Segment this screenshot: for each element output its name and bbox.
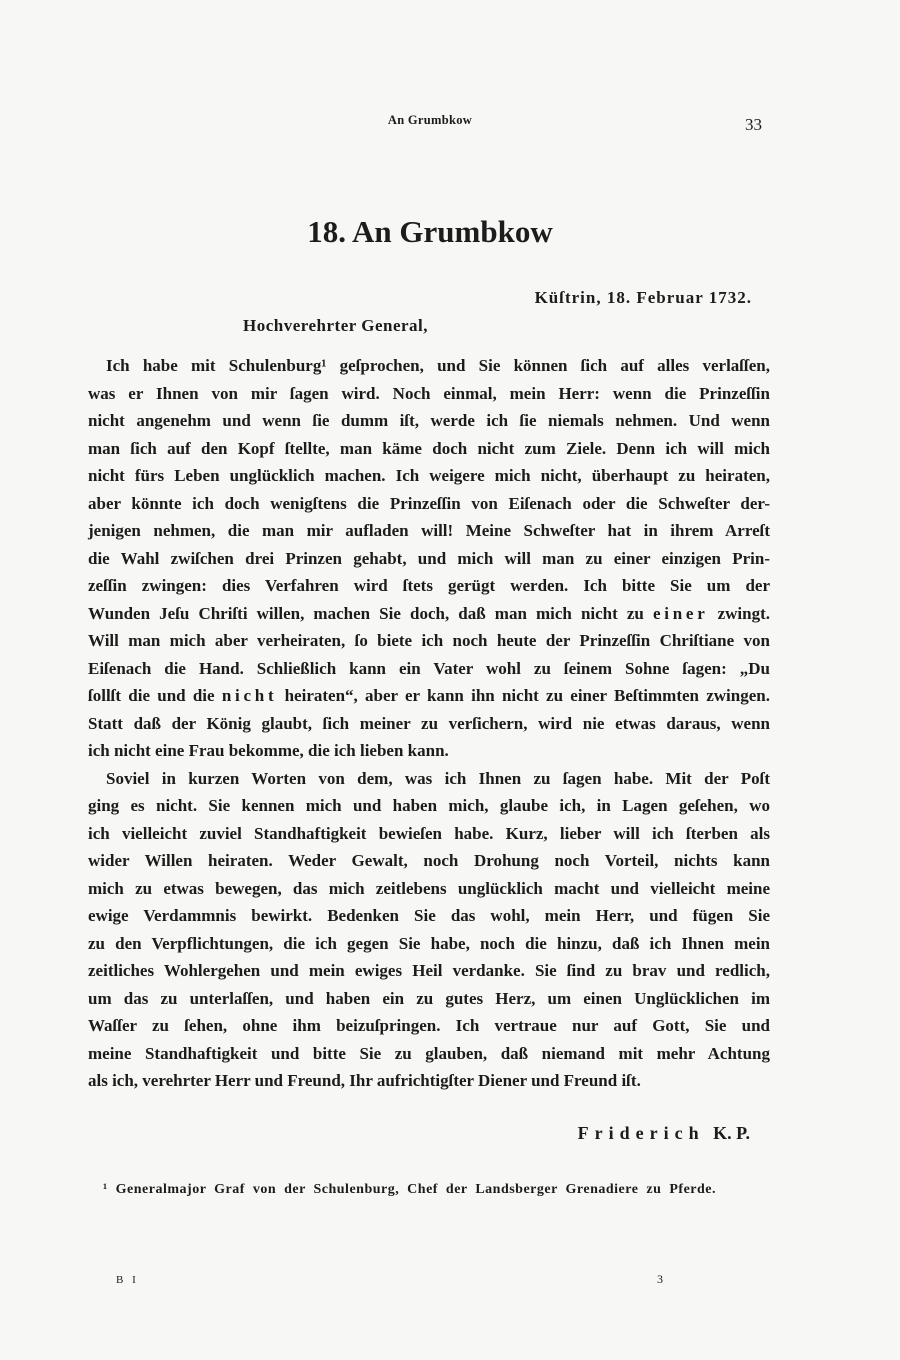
letter-heading: 18. An Grumbkow <box>307 214 553 249</box>
text-line: aber könnte ich doch wenigſtens die Prinzeſſin von Eiſenach oder die Schweſter der- <box>88 493 770 513</box>
text-line: ging es nicht. Sie kennen mich und haben mich, glaube ich, in Lagen geſehen, wo <box>88 796 770 815</box>
letter-paragraph <box>88 352 770 765</box>
footnote-mark: ¹ <box>103 1182 108 1197</box>
text-line: mich zu etwas bewegen, das mich zeitlebens unglücklich macht und vielleicht meine <box>88 878 770 898</box>
text-line: Will man mich aber verheiraten, ſo biete ich noch heute der Prinzeſſin Chriſtiane von <box>88 631 770 650</box>
text-line: nicht fürs Leben unglücklich machen. Ich weigere mich nicht, überhaupt zu heiraten, <box>88 466 770 485</box>
text-line: die Wahl zwiſchen drei Prinzen gehabt, und mich will man zu einer einzigen Prin- <box>88 548 770 568</box>
text-segment: zwingt. <box>708 603 770 623</box>
letterspaced-emphasis: nicht <box>221 686 278 705</box>
text-line: als ich, verehrter Herr und Freund, Ihr aufrichtigſter Diener und Freund iſt. <box>88 1071 641 1090</box>
signature-suffix: K. P. <box>713 1123 750 1143</box>
text-line <box>88 682 770 710</box>
letter-body <box>88 352 770 1095</box>
place-date-line: Küſtrin, 18. Februar 1732. <box>534 288 752 307</box>
text-segment: ſollſt die und die <box>88 686 222 705</box>
text-line: was er Ihnen von mir ſagen wird. Noch einmal, mein Herr: wenn die Prinzeſſin <box>88 383 770 403</box>
text-segment: heiraten“, aber er kann ihn nicht zu einer Beſtimmten zwingen. <box>277 686 770 705</box>
letter-paragraph <box>88 765 770 1095</box>
sheet-signature-mark: B I <box>116 1274 139 1286</box>
text-line: Waſſer zu ſehen, ohne ihm beizuſpringen. Ich vertraue nur auf Gott, Sie und <box>88 1016 770 1035</box>
sheet-signature-number: 3 <box>657 1272 663 1286</box>
text-line: jenigen nehmen, die man mir aufladen will! Meine Schweſter hat in ihrem Arreſt <box>88 521 770 540</box>
text-line: zeſſin zwingen: dies Verfahren wird ſtets gerügt werden. Ich bitte Sie um der <box>88 576 770 595</box>
text-line: um das zu unterlaſſen, und haben ein zu gutes Herz, um einen Unglücklichen im <box>88 988 770 1008</box>
text-line: Eiſenach die Hand. Schließlich kann ein Vater wohl zu ſeinem Sohne ſagen: „Du <box>88 658 770 678</box>
text-segment: Wunden Jeſu Chriſti willen, machen Sie doch, daß man mich nicht zu <box>88 603 653 623</box>
running-head: An Grumbkow <box>387 113 473 127</box>
text-line: zu den Verpflichtungen, die ich gegen Sie habe, noch die hinzu, daß ich Ihnen mein <box>88 933 770 953</box>
text-line: Statt daß der König glaubt, ſich meiner zu verſichern, wird nie etwas daraus, wenn <box>88 713 770 733</box>
footnote <box>103 1181 716 1199</box>
text-line: nicht angenehm und wenn ſie dumm iſt, werde ich ſie niemals nehmen. Und wenn <box>88 411 770 430</box>
letterspaced-emphasis: einer <box>652 603 709 623</box>
text-line: man ſich auf den Kopf ſtellte, man käme doch nicht zum Ziele. Denn ich will mich <box>88 438 770 458</box>
page-number: 33 <box>745 115 762 134</box>
text-line <box>88 600 770 628</box>
text-line: ich nicht eine Frau bekomme, die ich lieben kann. <box>88 741 449 760</box>
text-line: ich vielleicht zuviel Standhaftigkeit bewieſen habe. Kurz, lieber will ich ſterben als <box>88 823 770 843</box>
text-line: meine Standhaftigkeit und bitte Sie zu glauben, daß niemand mit mehr Achtung <box>88 1043 770 1063</box>
text-line: zeitliches Wohlergehen und mein ewiges Heil verdanke. Sie ſind zu brav und redlich, <box>88 961 770 980</box>
footnote-text: Generalmajor Graf von der Schulenburg, Chef der Landsberger Grenadiere zu Pferde. <box>107 1182 716 1197</box>
salutation: Hochverehrter General, <box>243 316 429 335</box>
text-line: ewige Verdammnis bewirkt. Bedenken Sie das wohl, mein Herr, und fügen Sie <box>88 906 770 925</box>
signature <box>578 1120 750 1146</box>
signature-name: Friderich <box>577 1123 705 1143</box>
text-line: Soviel in kurzen Worten von dem, was ich Ihnen zu ſagen habe. Mit der Poſt <box>106 768 770 788</box>
text-line: wider Willen heiraten. Weder Gewalt, noch Drohung noch Vorteil, nichts kann <box>88 851 770 870</box>
text-line: Ich habe mit Schulenburg¹ geſprochen, und Sie können ſich auf alles verlaſſen, <box>106 356 770 375</box>
